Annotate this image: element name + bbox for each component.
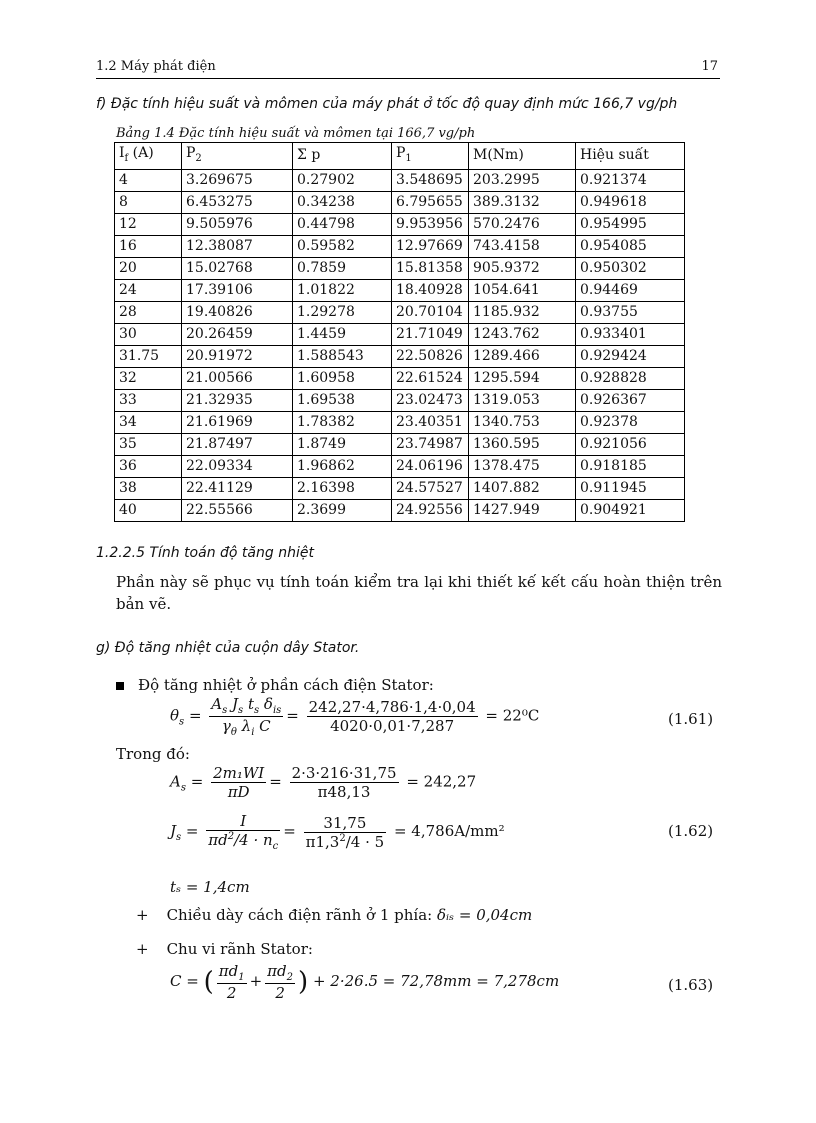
table-cell: 31.75 [115, 345, 182, 367]
table-cell: 22.50826 [392, 345, 469, 367]
table-cell: 20 [115, 257, 182, 279]
table-cell: 389.3132 [469, 191, 576, 213]
table-cell: 21.00566 [182, 367, 293, 389]
table-row [115, 257, 685, 279]
table-cell: 0.929424 [576, 345, 685, 367]
plus-item-2: + Chu vi rãnh Stator: [136, 940, 313, 958]
table-caption: Bảng 1.4 Đặc tính hiệu suất và mômen tại 166,7 vg/ph [116, 126, 476, 141]
table-row [115, 279, 685, 301]
col-header: M(Nm) [469, 143, 576, 170]
col-header: $I_f$ (A) [115, 143, 182, 170]
table-cell: 1.60958 [293, 367, 392, 389]
table-cell: 1.69538 [293, 389, 392, 411]
table-cell: 0.950302 [576, 257, 685, 279]
table-cell: 4 [115, 169, 182, 191]
paragraph-1: Phần này sẽ phục vụ tính toán kiểm tra lại khi thiết kế kết cấu hoàn thiện trên bản vẽ. [116, 573, 722, 613]
table-cell: 19.40826 [182, 301, 293, 323]
table-cell: 0.921056 [576, 433, 685, 455]
trong-do: Trong đó: [116, 745, 190, 763]
equation-As: $A_s$ = $\frac{\text{2m₁WI}}{\pi D}$ = $\frac{2\cdot 3\cdot 216\cdot 31,75}{\pi 48,13}$ = 242,27 [170, 764, 477, 801]
table-cell: 0.954995 [576, 213, 685, 235]
equation-Js: $J_s$ = $\frac{I}{\pi d^2/4 \cdot n_c}$ = $\frac{31,75}{\pi 1,3^2/4 \cdot 5}$ = 4,786A/mm² [170, 812, 505, 852]
section-1225: 1.2.2.5 Tính toán độ tăng nhiệt [96, 545, 314, 561]
table-cell: 0.59582 [293, 235, 392, 257]
col-header: Σ p [293, 143, 392, 170]
table-row [115, 477, 685, 499]
table-cell: 35 [115, 433, 182, 455]
header-section: 1.2 Máy phát điện [96, 59, 216, 74]
table-cell: 24.92556 [392, 499, 469, 521]
table-header-row [115, 143, 685, 170]
table-cell: 1427.949 [469, 499, 576, 521]
table-cell: 1.588543 [293, 345, 392, 367]
table-cell: 23.74987 [392, 433, 469, 455]
plus-item-1: + Chiều dày cách điện rãnh ở 1 phía: δᵢₛ = 0,04cm [136, 906, 533, 924]
table-row [115, 367, 685, 389]
table-cell: 0.926367 [576, 389, 685, 411]
table-cell: 15.02768 [182, 257, 293, 279]
table-row [115, 301, 685, 323]
equation-1-61: $\theta_s$ = $\frac{A_s J_s t_s \delta_{is}}{\gamma_\theta \lambda_i C}$ = $\frac{242,27\cdot 4,786\cdot 1,4\cdot 0,04}{4020\cdot 0,01\cdot 7,287}$ = 22⁰C [170, 695, 540, 738]
eq-number-1-63: (1.63) [668, 976, 714, 994]
table-cell: 21.61969 [182, 411, 293, 433]
table-cell: 0.7859 [293, 257, 392, 279]
table-cell: 0.94469 [576, 279, 685, 301]
table-cell: 23.40351 [392, 411, 469, 433]
table-cell: 1360.595 [469, 433, 576, 455]
table-cell: 9.505976 [182, 213, 293, 235]
table-cell: 12.38087 [182, 235, 293, 257]
header-page-number: 17 [701, 59, 718, 74]
table-cell: 1.78382 [293, 411, 392, 433]
table-cell: 203.2995 [469, 169, 576, 191]
table-cell: 17.39106 [182, 279, 293, 301]
heading-g: g) Độ tăng nhiệt của cuộn dây Stator. [96, 640, 360, 656]
table-cell: 3.548695 [392, 169, 469, 191]
col-header: Hiệu suất [576, 143, 685, 170]
table-cell: 1.8749 [293, 433, 392, 455]
table-cell: 0.933401 [576, 323, 685, 345]
table-cell: 2.16398 [293, 477, 392, 499]
equation-ts: tₛ = 1,4cm [170, 878, 250, 896]
col-header: $P_1$ [392, 143, 469, 170]
table-cell: 1407.882 [469, 477, 576, 499]
table-cell: 22.61524 [392, 367, 469, 389]
col-header: $P_2$ [182, 143, 293, 170]
table-cell: 16 [115, 235, 182, 257]
table-cell: 36 [115, 455, 182, 477]
table-cell: 22.41129 [182, 477, 293, 499]
table-row [115, 169, 685, 191]
table-row [115, 213, 685, 235]
table-row [115, 455, 685, 477]
table-cell: 1185.932 [469, 301, 576, 323]
table-row [115, 411, 685, 433]
table-cell: 570.2476 [469, 213, 576, 235]
bullet-1-text: Độ tăng nhiệt ở phần cách điện Stator: [138, 676, 434, 694]
efficiency-table [114, 142, 685, 522]
table-cell: 18.40928 [392, 279, 469, 301]
table-cell: 9.953956 [392, 213, 469, 235]
table-row [115, 191, 685, 213]
table-cell: 21.32935 [182, 389, 293, 411]
table-row [115, 389, 685, 411]
eq-number-1-61: (1.61) [668, 710, 714, 728]
bullet-1 [116, 676, 434, 694]
page-header [96, 56, 720, 79]
table-cell: 0.928828 [576, 367, 685, 389]
table-cell: 28 [115, 301, 182, 323]
table-cell: 12 [115, 213, 182, 235]
table-cell: 0.93755 [576, 301, 685, 323]
table-cell: 1289.466 [469, 345, 576, 367]
table-cell: 22.09334 [182, 455, 293, 477]
table-cell: 1.01822 [293, 279, 392, 301]
table-cell: 0.92378 [576, 411, 685, 433]
table-cell: 0.921374 [576, 169, 685, 191]
table-cell: 40 [115, 499, 182, 521]
bullet-square-icon [116, 682, 124, 690]
table-cell: 2.3699 [293, 499, 392, 521]
table-cell: 20.70104 [392, 301, 469, 323]
table-cell: 20.91972 [182, 345, 293, 367]
table-cell: 1.29278 [293, 301, 392, 323]
table-cell: 3.269675 [182, 169, 293, 191]
table-cell: 0.34238 [293, 191, 392, 213]
equation-1-63: C = ( $\frac{\pi d_1}{2}$ + $\frac{\pi d_2}{2}$ ) + 2·26.5 = 72,78mm = 7,278cm [170, 962, 560, 1002]
table-cell: 33 [115, 389, 182, 411]
table-cell: 1243.762 [469, 323, 576, 345]
table-row [115, 433, 685, 455]
table-cell: 0.954085 [576, 235, 685, 257]
table-row [115, 235, 685, 257]
table-cell: 1.96862 [293, 455, 392, 477]
table-cell: 32 [115, 367, 182, 389]
table-row [115, 345, 685, 367]
table-cell: 21.87497 [182, 433, 293, 455]
table-cell: 0.44798 [293, 213, 392, 235]
table-cell: 30 [115, 323, 182, 345]
table-cell: 23.02473 [392, 389, 469, 411]
heading-f: f) Đặc tính hiệu suất và mômen của máy phát ở tốc độ quay định mức 166,7 vg/ph [96, 96, 678, 112]
table-cell: 1319.053 [469, 389, 576, 411]
table-cell: 8 [115, 191, 182, 213]
table-cell: 0.949618 [576, 191, 685, 213]
table-cell: 34 [115, 411, 182, 433]
table-cell: 905.9372 [469, 257, 576, 279]
table-cell: 0.904921 [576, 499, 685, 521]
table-row [115, 323, 685, 345]
table-cell: 20.26459 [182, 323, 293, 345]
table-cell: 24.57527 [392, 477, 469, 499]
table-cell: 6.795655 [392, 191, 469, 213]
table-cell: 38 [115, 477, 182, 499]
table-cell: 15.81358 [392, 257, 469, 279]
table-cell: 1340.753 [469, 411, 576, 433]
table-cell: 24.06196 [392, 455, 469, 477]
table-cell: 0.27902 [293, 169, 392, 191]
table-cell: 21.71049 [392, 323, 469, 345]
table-cell: 12.97669 [392, 235, 469, 257]
table-cell: 743.4158 [469, 235, 576, 257]
table-cell: 1295.594 [469, 367, 576, 389]
table-cell: 6.453275 [182, 191, 293, 213]
eq-number-1-62: (1.62) [668, 822, 714, 840]
table-cell: 1054.641 [469, 279, 576, 301]
table-cell: 24 [115, 279, 182, 301]
table-cell: 0.918185 [576, 455, 685, 477]
table-row [115, 499, 685, 521]
table-cell: 22.55566 [182, 499, 293, 521]
table-cell: 1.4459 [293, 323, 392, 345]
table-cell: 1378.475 [469, 455, 576, 477]
table-cell: 0.911945 [576, 477, 685, 499]
